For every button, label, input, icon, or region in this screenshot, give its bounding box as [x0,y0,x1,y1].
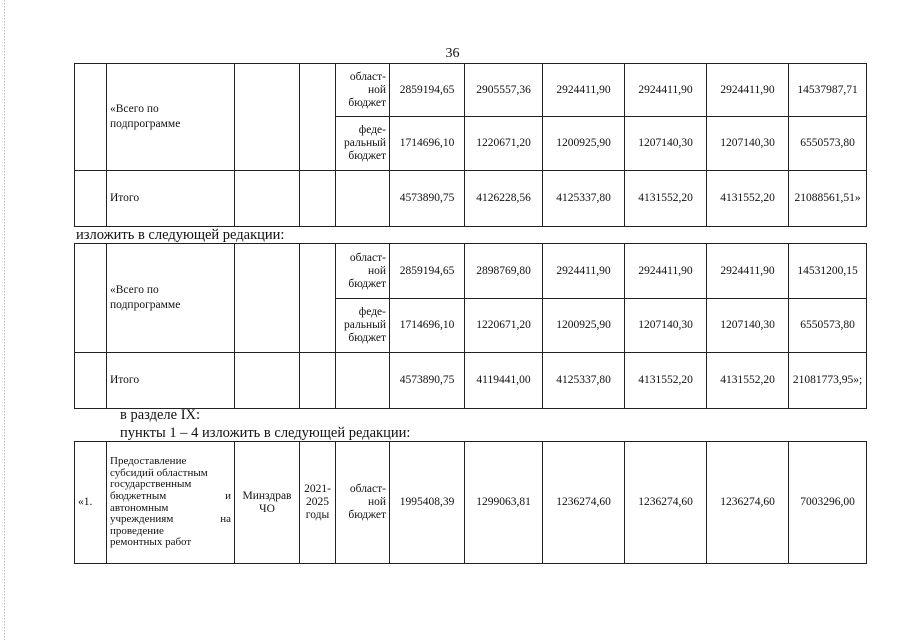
value-cell: 1714696,10 [390,299,465,353]
item-description-line: ремонтных работ [110,536,192,549]
value-cell: 1236274,60 [625,442,707,564]
budget-source-regional: област- ной бюджет [336,244,390,299]
value-cell: 1995408,39 [390,442,465,564]
item-description-line: субсидий областным [110,466,208,479]
value-cell-total: 14531200,15 [789,244,867,299]
value-cell: 4119441,00 [465,353,543,409]
value-cell: 4573890,75 [390,171,465,227]
value-cell: 4573890,75 [390,353,465,409]
caption-new-edition: изложить в следующей редакции: [76,227,285,243]
item-number: «1. [75,442,107,564]
value-cell: 4125337,80 [543,353,625,409]
value-cell: 2924411,90 [707,64,789,117]
value-cell: 2905557,36 [465,64,543,117]
value-cell: 4131552,20 [707,171,789,227]
value-cell: 4131552,20 [707,353,789,409]
value-cell-total: 7003296,00 [789,442,867,564]
value-cell: 4131552,20 [625,171,707,227]
table-row-regional [75,64,867,117]
item-description-line: Предоставление [110,455,187,468]
value-cell: 1207140,30 [707,299,789,353]
budget-source-regional: област- ной бюджет [336,64,390,117]
value-cell: 1207140,30 [707,117,789,171]
caption-points-1-4: пункты 1 – 4 изложить в следующей редакции: [120,425,411,441]
value-cell: 2859194,65 [390,64,465,117]
value-cell: 1207140,30 [625,299,707,353]
value-cell: 4125337,80 [543,171,625,227]
budget-source-federal: феде- ральный бюджет [336,299,390,353]
row-label-itogo: Итого [107,353,235,409]
left-margin-line [4,0,5,640]
value-cell: 2924411,90 [543,64,625,117]
table-row-item-1 [75,442,867,564]
value-cell: 2924411,90 [707,244,789,299]
value-cell: 1220671,20 [465,117,543,171]
item-description-line: проведение [110,524,164,537]
budget-source-federal: феде- ральный бюджет [336,117,390,171]
value-cell-total: 6550573,80 [789,117,867,171]
row-label-itogo: Итого [107,171,235,227]
item-description-line: автономным [110,501,169,514]
value-cell: 1299063,81 [465,442,543,564]
item-description-line: учреждениям на [110,513,231,526]
value-cell: 2924411,90 [625,244,707,299]
table-row-total [75,171,867,227]
value-cell: 1714696,10 [390,117,465,171]
budget-table-revised [74,243,867,409]
row-label-total-subprogram: «Всего по подпрограмме [107,244,235,353]
item-description [107,442,235,564]
value-cell-total: 21088561,51» [789,171,867,227]
budget-table-current [74,63,867,227]
value-cell-total: 14537987,71 [789,64,867,117]
value-cell: 1200925,90 [543,117,625,171]
page-number: 36 [445,46,460,61]
value-cell: 4126228,56 [465,171,543,227]
value-cell: 1200925,90 [543,299,625,353]
item-description-line: бюджетным и [110,489,231,502]
budget-source-regional: област- ной бюджет [336,442,390,564]
table-row-regional [75,244,867,299]
item-description-line: государственным [110,478,192,491]
period: 2021- 2025 годы [300,442,336,564]
value-cell: 1220671,20 [465,299,543,353]
table-row-total [75,353,867,409]
value-cell: 1236274,60 [707,442,789,564]
value-cell: 2924411,90 [543,244,625,299]
value-cell: 2898769,80 [465,244,543,299]
executor: Минздрав ЧО [235,442,300,564]
value-cell: 1236274,60 [543,442,625,564]
value-cell: 2924411,90 [625,64,707,117]
value-cell: 1207140,30 [625,117,707,171]
program-item-table [74,441,867,564]
caption-section-ix: в разделе IX: [120,407,201,423]
row-label-total-subprogram: «Всего по подпрограмме [107,64,235,171]
value-cell-total: 21081773,95»; [789,353,867,409]
value-cell-total: 6550573,80 [789,299,867,353]
value-cell: 4131552,20 [625,353,707,409]
value-cell: 2859194,65 [390,244,465,299]
